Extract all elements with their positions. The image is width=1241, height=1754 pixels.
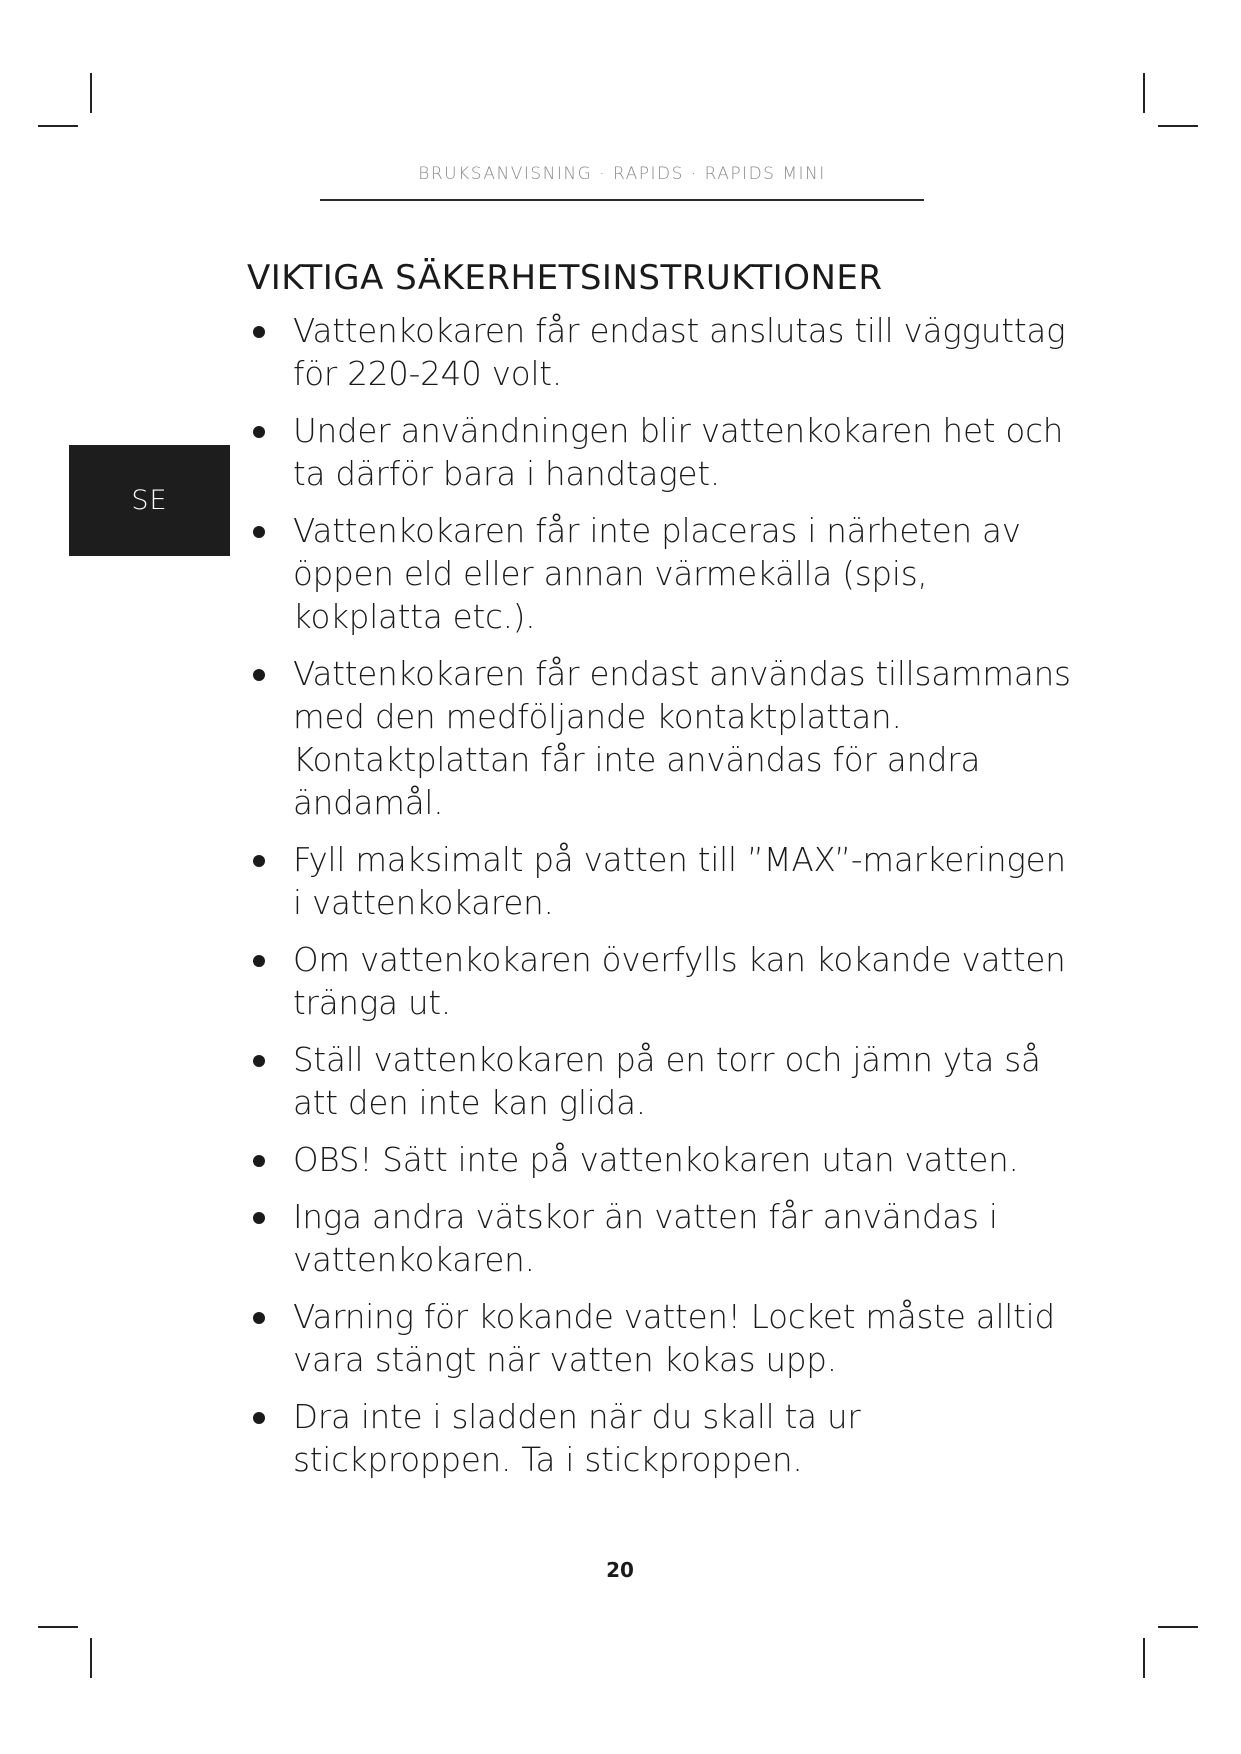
list-item-text: Vattenkokaren får endast användas tillsammans med den medföljande kontaktplattan. Kontaktplattan får inte användas för andra ändamål. [293,655,1071,822]
list-item [247,510,1077,639]
running-header: BRUKSANVISNING · RAPIDS · RAPIDS MINI [418,164,826,184]
language-tab [69,445,230,556]
bullet-icon [253,1312,265,1324]
bullet-icon [253,326,265,338]
list-item [247,410,1077,496]
crop-mark-top-right-h [1158,125,1198,127]
crop-mark-bottom-left-v [90,1638,92,1678]
bullet-icon [253,1412,265,1424]
bullet-icon [253,526,265,538]
list-item-text: Dra inte i sladden när du skall ta ur stickproppen. Ta i stickproppen. [293,1398,861,1479]
list-item-text: Om vattenkokaren överfylls kan kokande vatten tränga ut. [293,941,1066,1022]
bullet-icon [253,955,265,967]
bullet-icon [253,1055,265,1067]
crop-mark-bottom-left-h [38,1626,78,1628]
main-content [247,256,1077,1496]
header-rule [320,199,924,201]
crop-mark-top-left-h [38,125,78,127]
bullet-icon [253,1155,265,1167]
language-code: SE [131,485,168,516]
bullet-icon [253,426,265,438]
list-item-text: Fyll maksimalt på vatten till ”MAX”-markeringen i vattenkokaren. [293,841,1066,922]
bullet-icon [253,669,265,681]
list-item-text: Ställ vattenkokaren på en torr och jämn yta så att den inte kan glida. [293,1041,1041,1122]
bullet-icon [253,1212,265,1224]
crop-mark-bottom-right-v [1143,1638,1145,1678]
crop-mark-bottom-right-h [1158,1626,1198,1628]
list-item-text: Vattenkokaren får inte placeras i närheten av öppen eld eller annan värmekälla (spis, kokplatta etc.). [293,512,1021,636]
bullet-icon [253,855,265,867]
list-item [247,1039,1077,1125]
list-item-text: Varning för kokande vatten! Locket måste alltid vara stängt när vatten kokas upp. [293,1298,1055,1379]
list-item [247,310,1077,396]
list-item-text: Inga andra vätskor än vatten får användas i vattenkokaren. [293,1198,998,1279]
list-item [247,939,1077,1025]
list-item-text: Vattenkokaren får endast anslutas till vägguttag för 220-240 volt. [293,312,1066,393]
list-item [247,1196,1077,1282]
list-item-text: OBS! Sätt inte på vattenkokaren utan vatten. [293,1141,1019,1179]
list-item [247,653,1077,825]
safety-instructions-list [247,310,1077,1482]
list-item [247,1296,1077,1382]
list-item [247,839,1077,925]
list-item-text: Under användningen blir vattenkokaren het och ta därför bara i handtaget. [293,412,1064,493]
page-number: 20 [606,1558,634,1582]
list-item [247,1396,1077,1482]
crop-mark-top-left-v [90,73,92,113]
section-title: VIKTIGA SÄKERHETSINSTRUKTIONER [247,258,883,298]
crop-mark-top-right-v [1143,73,1145,113]
list-item [247,1139,1077,1182]
